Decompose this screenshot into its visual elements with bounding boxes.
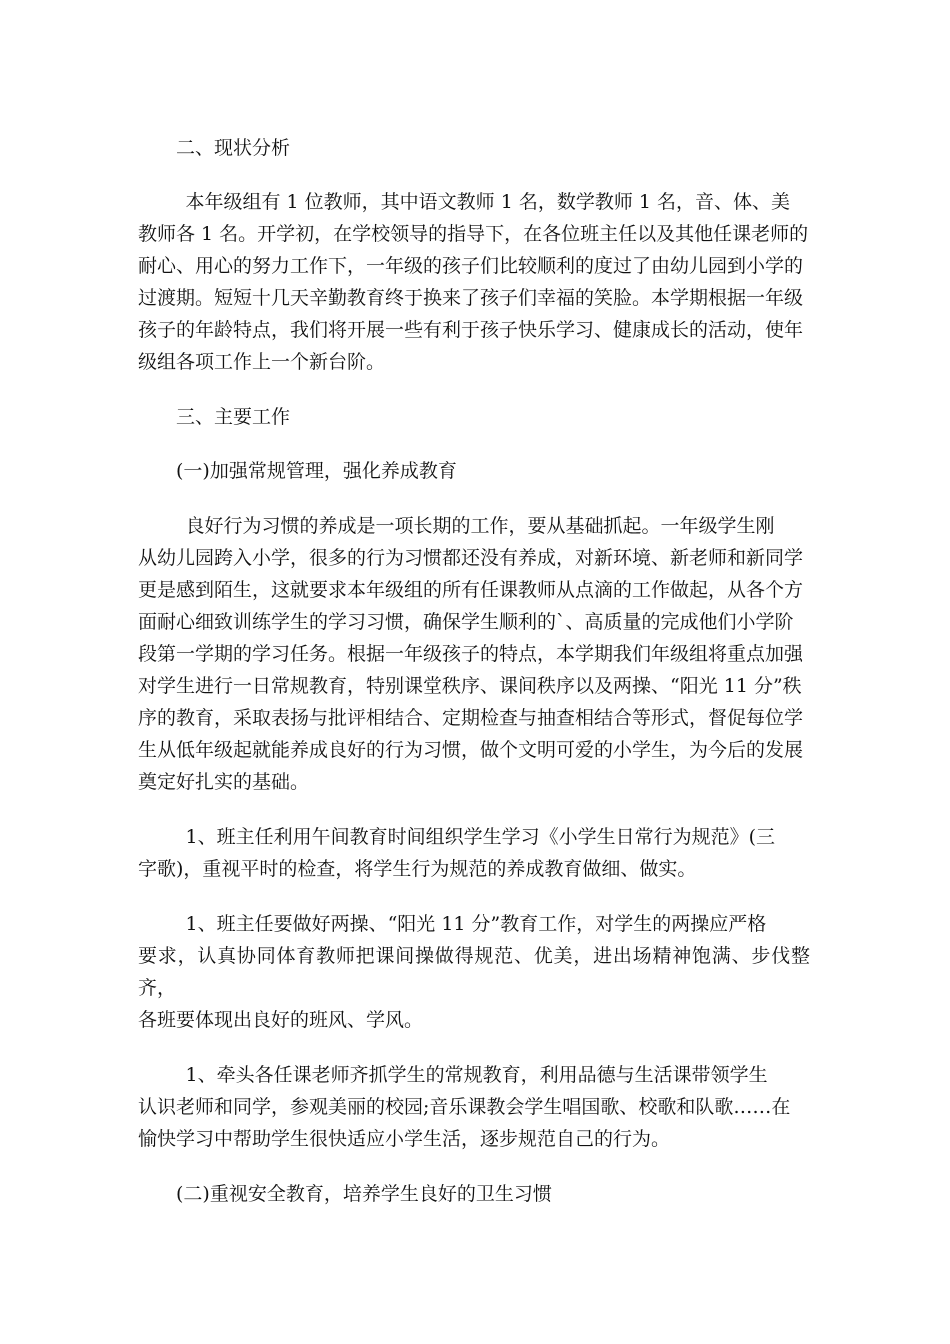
text-line: 奠定好扎实的基础。	[138, 771, 310, 793]
section-heading-status-analysis	[138, 132, 810, 164]
text-line: 各班要体现出良好的班风、学风。	[138, 1009, 424, 1031]
text-line: 1、牵头各任课老师齐抓学生的常规教育，利用品德与生活课带领学生	[185, 1064, 768, 1086]
text-line: 孩子的年龄特点，我们将开展一些有利于孩子快乐学习、健康成长的活动，使年	[138, 319, 804, 341]
text-line: 三、主要工作	[176, 406, 291, 428]
text-line: 要求，认真协同体育教师把课间操做得规范、优美，进出场精神饱满、步伐整齐，	[138, 945, 810, 999]
text-line: 段第一学期的学习任务。根据一年级孩子的特点，本学期我们年级组将重点加强	[138, 643, 804, 665]
text-line: 本年级组有 1 位教师，其中语文教师 1 名，数学教师 1 名，音、体、美	[185, 191, 791, 213]
document-page	[138, 132, 810, 1233]
text-line: 序的教育，采取表扬与批评相结合、定期检查与抽查相结合等形式，督促每位学	[138, 707, 804, 729]
paragraph-habit-formation	[138, 510, 810, 798]
text-line: 二、现状分析	[176, 137, 291, 159]
list-item-teacher-coordination	[138, 1059, 810, 1155]
text-line: 耐心、用心的努力工作下，一年级的孩子们比较顺利的度过了由幼儿园到小学的	[138, 255, 804, 277]
subsection-heading-safety-education	[138, 1178, 810, 1210]
text-line: 认识老师和同学，参观美丽的校园;音乐课教会学生唱国歌、校歌和队歌……在	[138, 1096, 791, 1118]
text-line: (二)重视安全教育，培养学生良好的卫生习惯	[176, 1183, 552, 1205]
text-line: 教师各 1 名。开学初，在学校领导的指导下，在各位班主任以及其他任课老师的	[138, 223, 809, 245]
list-item-exercises	[138, 908, 810, 1036]
subsection-heading-routine-management	[138, 455, 810, 487]
text-line: 对学生进行一日常规教育，特别课堂秩序、课间秩序以及两操、“阳光 11 分”秩	[138, 675, 802, 697]
text-line: 愉快学习中帮助学生很快适应小学生活，逐步规范自己的行为。	[138, 1128, 671, 1150]
text-line: 更是感到陌生，这就要求本年级组的所有任课教师从点滴的工作做起，从各个方	[138, 579, 804, 601]
text-line: 1、班主任利用午间教育时间组织学生学习《小学生日常行为规范》(三	[185, 826, 776, 848]
text-line: 良好行为习惯的养成是一项长期的工作，要从基础抓起。一年级学生刚	[185, 515, 775, 537]
section-heading-main-work	[138, 401, 810, 433]
text-line: (一)加强常规管理，强化养成教育	[176, 460, 457, 482]
text-line: 过渡期。短短十几天辛勤教育终于换来了孩子们幸福的笑脸。本学期根据一年级	[138, 287, 804, 309]
paragraph-staff-overview	[138, 186, 810, 378]
text-line: 1、班主任要做好两操、“阳光 11 分”教育工作，对学生的两操应严格	[185, 913, 767, 935]
text-line: 级组各项工作上一个新台阶。	[138, 351, 386, 373]
list-item-behavior-norms	[138, 821, 810, 885]
text-line: 面耐心细致训练学生的学习习惯，确保学生顺利的`、高质量的完成他们小学阶	[138, 611, 794, 633]
text-line: 从幼儿园跨入小学，很多的行为习惯都还没有养成，对新环境、新老师和新同学	[138, 547, 804, 569]
text-line: 字歌)，重视平时的检查，将学生行为规范的养成教育做细、做实。	[138, 858, 697, 880]
text-line: 生从低年级起就能养成良好的行为习惯，做个文明可爱的小学生，为今后的发展	[138, 739, 804, 761]
